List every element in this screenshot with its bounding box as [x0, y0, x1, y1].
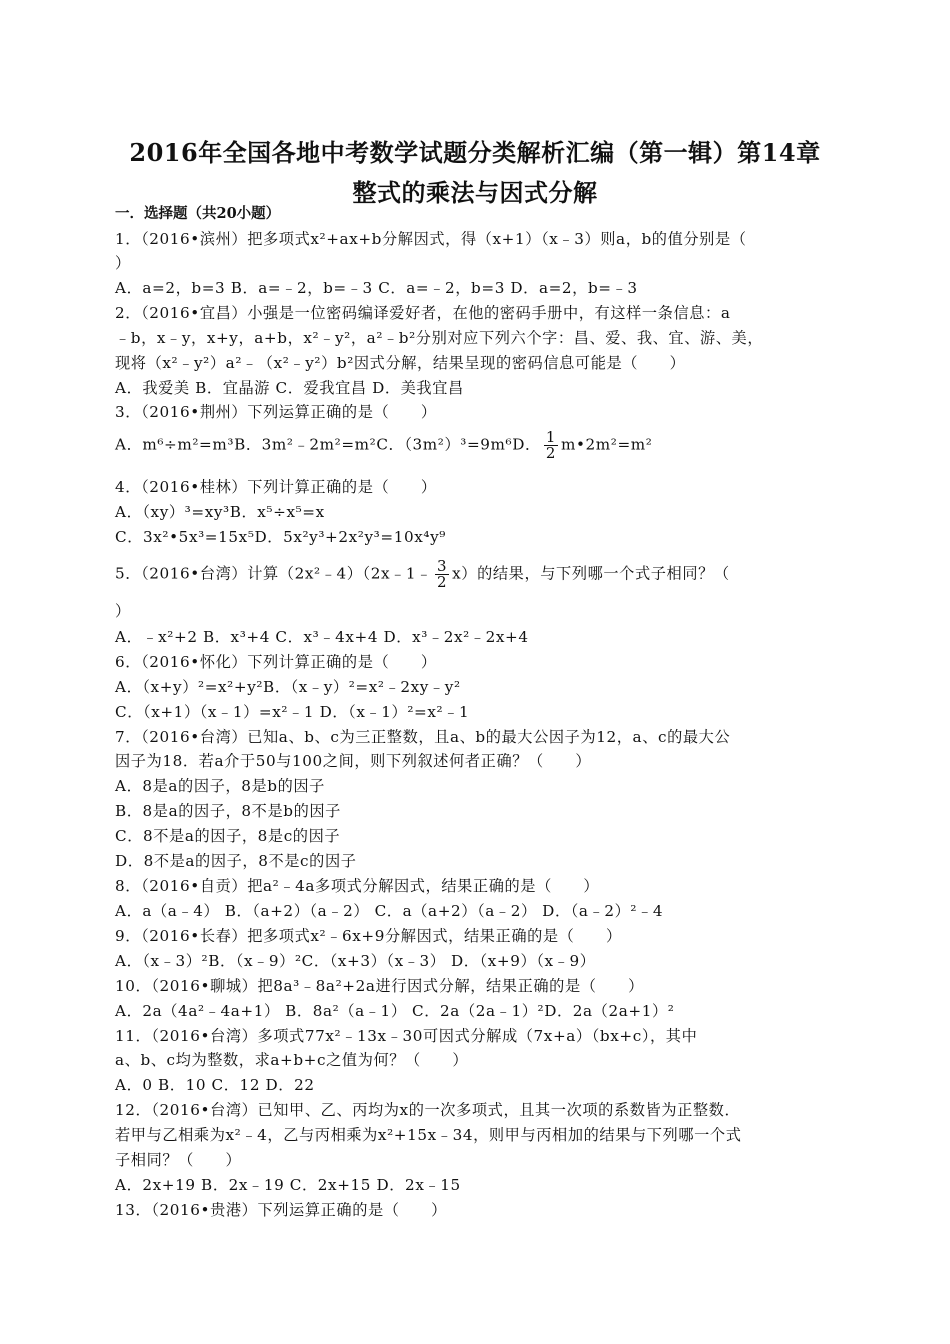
q6-options: C．（x+1）（x﹣1）=x²﹣1 D．（x﹣1）²=x²﹣1 — [115, 703, 470, 721]
q5-stem-text: 5．（2016•台湾）计算（2x²﹣4）（2x﹣1﹣ — [115, 564, 432, 583]
q5-stem-text: x）的结果，与下列哪一个式子相同？（ — [452, 564, 730, 583]
q7-option-c: C．8不是a的因子，8是c的因子 — [115, 827, 341, 845]
q11-options: A．0 B．10 C．12 D．22 — [115, 1076, 315, 1094]
q1-stem-cont: ） — [115, 254, 131, 272]
q10-options: A．2a（4a²﹣4a+1） B．8a²（a﹣1） C．2a（2a﹣1）²D．2a（2a+1）² — [115, 1002, 675, 1020]
q5-stem — [115, 559, 730, 590]
q11-stem-cont: a、b、c均为整数，求a+b+c之值为何？（ ） — [115, 1051, 469, 1069]
q12-stem-cont: 若甲与乙相乘为x²﹣4，乙与丙相乘为x²+15x﹣34，则甲与丙相加的结果与下列哪一个式 — [115, 1126, 742, 1144]
document-title-line2: 整式的乘法与因式分解 — [352, 178, 598, 207]
q9-stem: 9．（2016•长春）把多项式x²﹣6x+9分解因式，结果正确的是（ ） — [115, 927, 622, 945]
q11-stem: 11．（2016•台湾）多项式77x²﹣13x﹣30可因式分解成（7x+a）（bx+c），其中 — [115, 1027, 698, 1045]
fraction-numerator: 3 — [436, 557, 448, 575]
q5-options: A．﹣x²+2 B．x³+4 C．x³﹣4x+4 D．x³﹣2x²﹣2x+4 — [115, 628, 529, 646]
q3-options — [115, 430, 653, 461]
fraction-three-halves — [435, 559, 449, 590]
q6-options: A．（x+y）²=x²+y²B．（x﹣y）²=x²﹣2xy﹣y² — [115, 678, 461, 696]
fraction-denominator: 2 — [545, 444, 556, 462]
q7-stem: 7．（2016•台湾）已知a、b、c为三正整数，且a、b的最大公因子为12，a、c的最大公 — [115, 728, 731, 746]
q8-stem: 8．（2016•自贡）把a²﹣4a多项式分解因式，结果正确的是（ ） — [115, 877, 600, 895]
fraction-half — [544, 430, 558, 461]
q6-stem: 6．（2016•怀化）下列计算正确的是（ ） — [115, 653, 437, 671]
q2-options: A．我爱美 B．宜晶游 C．爱我宜昌 D．美我宜昌 — [115, 379, 464, 397]
q7-option-d: D．8不是a的因子，8不是c的因子 — [115, 852, 357, 870]
q4-stem: 4．（2016•桂林）下列计算正确的是（ ） — [115, 478, 437, 496]
q7-option-b: B．8是a的因子，8不是b的因子 — [115, 802, 341, 820]
section-heading: 一．选择题（共20小题） — [115, 205, 281, 222]
q2-stem: 2．（2016•宜昌）小强是一位密码编译爱好者，在他的密码手册中，有这样一条信息：a — [115, 304, 731, 322]
q8-options: A．a（a﹣4） B．（a+2）（a﹣2） C．a（a+2）（a﹣2） D．（a﹣2）²﹣4 — [115, 902, 664, 920]
q3-options-text: A．m⁶÷m²=m³B．3m²﹣2m²=m²C．（3m²）³=9m⁶D． — [115, 435, 541, 454]
q2-stem-cont: ﹣b，x﹣y，x+y，a+b，x²﹣y²，a²﹣b²分别对应下列六个字：昌、爱、我、宜、游、美， — [115, 329, 764, 347]
q13-stem: 13．（2016•贵港）下列运算正确的是（ ） — [115, 1201, 447, 1219]
q5-stem-cont: ） — [115, 602, 131, 620]
q7-option-a: A．8是a的因子，8是b的因子 — [115, 777, 325, 795]
q3-options-text: m•2m²=m² — [560, 435, 653, 454]
q12-stem-cont: 子相同？（ ） — [115, 1151, 242, 1169]
q7-stem-cont: 因子为18．若a介于50与100之间，则下列叙述何者正确？（ ） — [115, 752, 592, 770]
q4-options: A．（xy）³=xy³B．x⁵÷x⁵=x — [115, 503, 325, 521]
q4-options: C．3x²•5x³=15x⁵D．5x²y³+2x²y³=10x⁴y⁹ — [115, 528, 446, 546]
q9-options: A．（x﹣3）²B．（x﹣9）²C．（x+3）（x﹣3） D．（x+9）（x﹣9） — [115, 952, 596, 970]
fraction-numerator: 1 — [545, 428, 556, 446]
q10-stem: 10．（2016•聊城）把8a³﹣8a²+2a进行因式分解，结果正确的是（ ） — [115, 977, 644, 995]
q3-stem: 3．（2016•荆州）下列运算正确的是（ ） — [115, 403, 437, 421]
q1-stem: 1．（2016•滨州）把多项式x²+ax+b分解因式，得（x+1）（x﹣3）则a，b的值分别是（ — [115, 230, 747, 248]
document-title-line1: 2016年全国各地中考数学试题分类解析汇编（第一辑）第14章 — [129, 138, 821, 167]
q1-options: A．a=2，b=3 B．a=﹣2，b=﹣3 C．a=﹣2，b=3 D．a=2，b=﹣3 — [115, 279, 638, 297]
q12-options: A．2x+19 B．2x﹣19 C．2x+15 D．2x﹣15 — [115, 1176, 461, 1194]
q12-stem: 12．（2016•台湾）已知甲、乙、丙均为x的一次多项式，且其一次项的系数皆为正整数． — [115, 1101, 741, 1119]
q2-stem-cont: 现将（x²﹣y²）a²﹣（x²﹣y²）b²因式分解，结果呈现的密码信息可能是（ ） — [115, 354, 686, 372]
fraction-denominator: 2 — [436, 573, 448, 591]
